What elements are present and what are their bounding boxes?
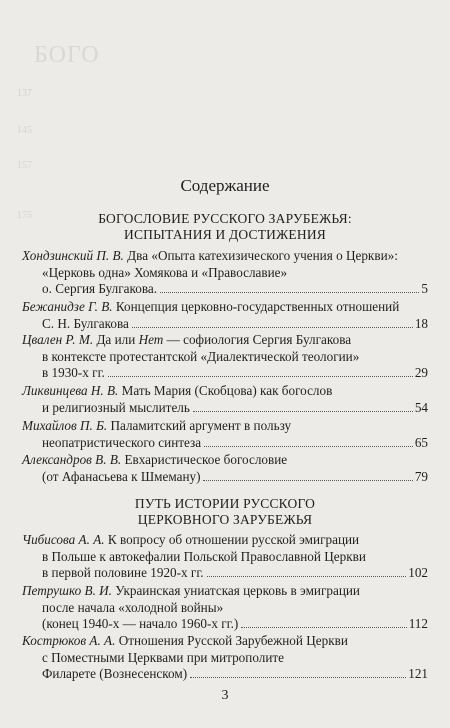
entry-author: Кострюков А. А. [22, 633, 116, 648]
toc-entry[interactable] [22, 583, 428, 633]
entry-title-line: и религиозный мыслитель [42, 399, 190, 415]
entry-title-line: Концепция церковно-государственных отношений [115, 299, 400, 314]
entry-title-line: с Поместными Церквами при митрополите [42, 649, 285, 665]
section-heading-1 [0, 211, 450, 243]
section-heading-2 [0, 496, 450, 528]
entry-title-line: Филарете (Вознесенском) [42, 666, 188, 682]
leader-dots [241, 626, 406, 628]
entry-title-part: — софиология Сергия Булгакова [163, 332, 352, 347]
page-number: 3 [221, 688, 229, 703]
entry-page-number: 65 [414, 434, 428, 450]
entry-author: Чибисова А. А. [22, 532, 105, 547]
entry-title-line: в Польше к автокефалии Польской Православной Церкви [42, 548, 366, 564]
entry-title-line: неопатристического синтеза [42, 434, 202, 450]
section-heading-line: ЦЕРКОВНОГО ЗАРУБЕЖЬЯ [137, 512, 313, 527]
entry-title-line: в контексте протестантской «Диалектической теологии» [42, 348, 360, 364]
entry-title-line: Евхаристическое богословие [124, 452, 288, 467]
bleedthrough-title: БОГО [34, 42, 100, 68]
entry-page-number: 121 [408, 666, 428, 682]
entry-author: Бежанидзе Г. В. [22, 299, 113, 314]
entry-page-number: 102 [408, 565, 428, 581]
entry-title-line: Мать Мария (Скобцова) как богослов [121, 383, 333, 398]
leader-dots [160, 291, 419, 293]
toc-entry[interactable] [22, 452, 428, 485]
toc-entry[interactable] [22, 299, 428, 332]
entry-author: Хондзинский П. В. [22, 248, 124, 263]
entry-title-line: после начала «холодной войны» [42, 599, 224, 615]
toc-entry[interactable] [22, 332, 428, 382]
entry-page-number: 29 [414, 365, 428, 381]
entry-title-part: Да или [93, 332, 139, 347]
entry-title-line: Отношения Русской Зарубежной Церкви [118, 633, 348, 648]
entry-title-line: К вопросу об отношении русской эмиграции [107, 532, 360, 547]
bleedthrough-number: 137 [17, 88, 32, 99]
entry-author: Михайлов П. Б. [22, 418, 108, 433]
toc-entry[interactable] [22, 532, 428, 582]
entry-page-number: 112 [408, 616, 428, 632]
leader-dots [203, 479, 412, 481]
entry-title-line: Паламитский аргумент в пользу [110, 418, 292, 433]
contents-heading: Содержание [180, 176, 270, 195]
entry-author: Ликвинцева Н. В. [22, 383, 119, 398]
entry-title-line: в 1930-х гг. [42, 365, 105, 381]
entry-page-number: 79 [414, 468, 428, 484]
toc-entry[interactable] [22, 248, 428, 298]
section-heading-line: ПУТЬ ИСТОРИИ РУССКОГО [134, 496, 316, 511]
bleedthrough-number: 145 [17, 125, 32, 136]
bleedthrough-number: 175 [17, 210, 32, 221]
leader-dots [190, 676, 406, 678]
entry-title-line: С. Н. Булгакова [42, 315, 129, 331]
section-heading-line: ИСПЫТАНИЯ И ДОСТИЖЕНИЯ [124, 227, 326, 242]
entry-page-number: 18 [414, 315, 428, 331]
entry-title-line: (конец 1940-х — начало 1960-х гг.) [42, 616, 239, 632]
toc-entry[interactable] [22, 383, 428, 416]
entry-title-line: Два «Опыта катехизического учения о Церкви»: [127, 248, 398, 263]
entry-title-line: (от Афанасьева к Шмеману) [42, 468, 201, 484]
entry-author: Александров В. В. [22, 452, 122, 467]
entry-title-line: о. Сергия Булгакова. [42, 281, 158, 297]
entry-page-number: 54 [414, 399, 428, 415]
entry-page-number: 5 [421, 281, 428, 297]
entry-title-line: в первой половине 1920-х гг. [42, 565, 204, 581]
entry-title-line: «Церковь одна» Хомякова и «Православие» [42, 264, 288, 280]
entry-author: Цвален Р. М. [22, 332, 94, 347]
toc-entry[interactable] [22, 633, 428, 683]
leader-dots [193, 410, 413, 412]
leader-dots [108, 375, 413, 377]
entry-title-line: Украинская униатская церковь в эмиграции [115, 583, 360, 598]
entry-author: Петрушко В. И. [22, 583, 112, 598]
section-heading-line: БОГОСЛОВИЕ РУССКОГО ЗАРУБЕЖЬЯ: [98, 211, 352, 226]
leader-dots [207, 575, 407, 577]
bleedthrough-number: 157 [17, 160, 32, 171]
leader-dots [132, 326, 413, 328]
toc-entry[interactable] [22, 418, 428, 451]
entry-title-italic: Нет [138, 332, 164, 347]
leader-dots [204, 445, 413, 447]
